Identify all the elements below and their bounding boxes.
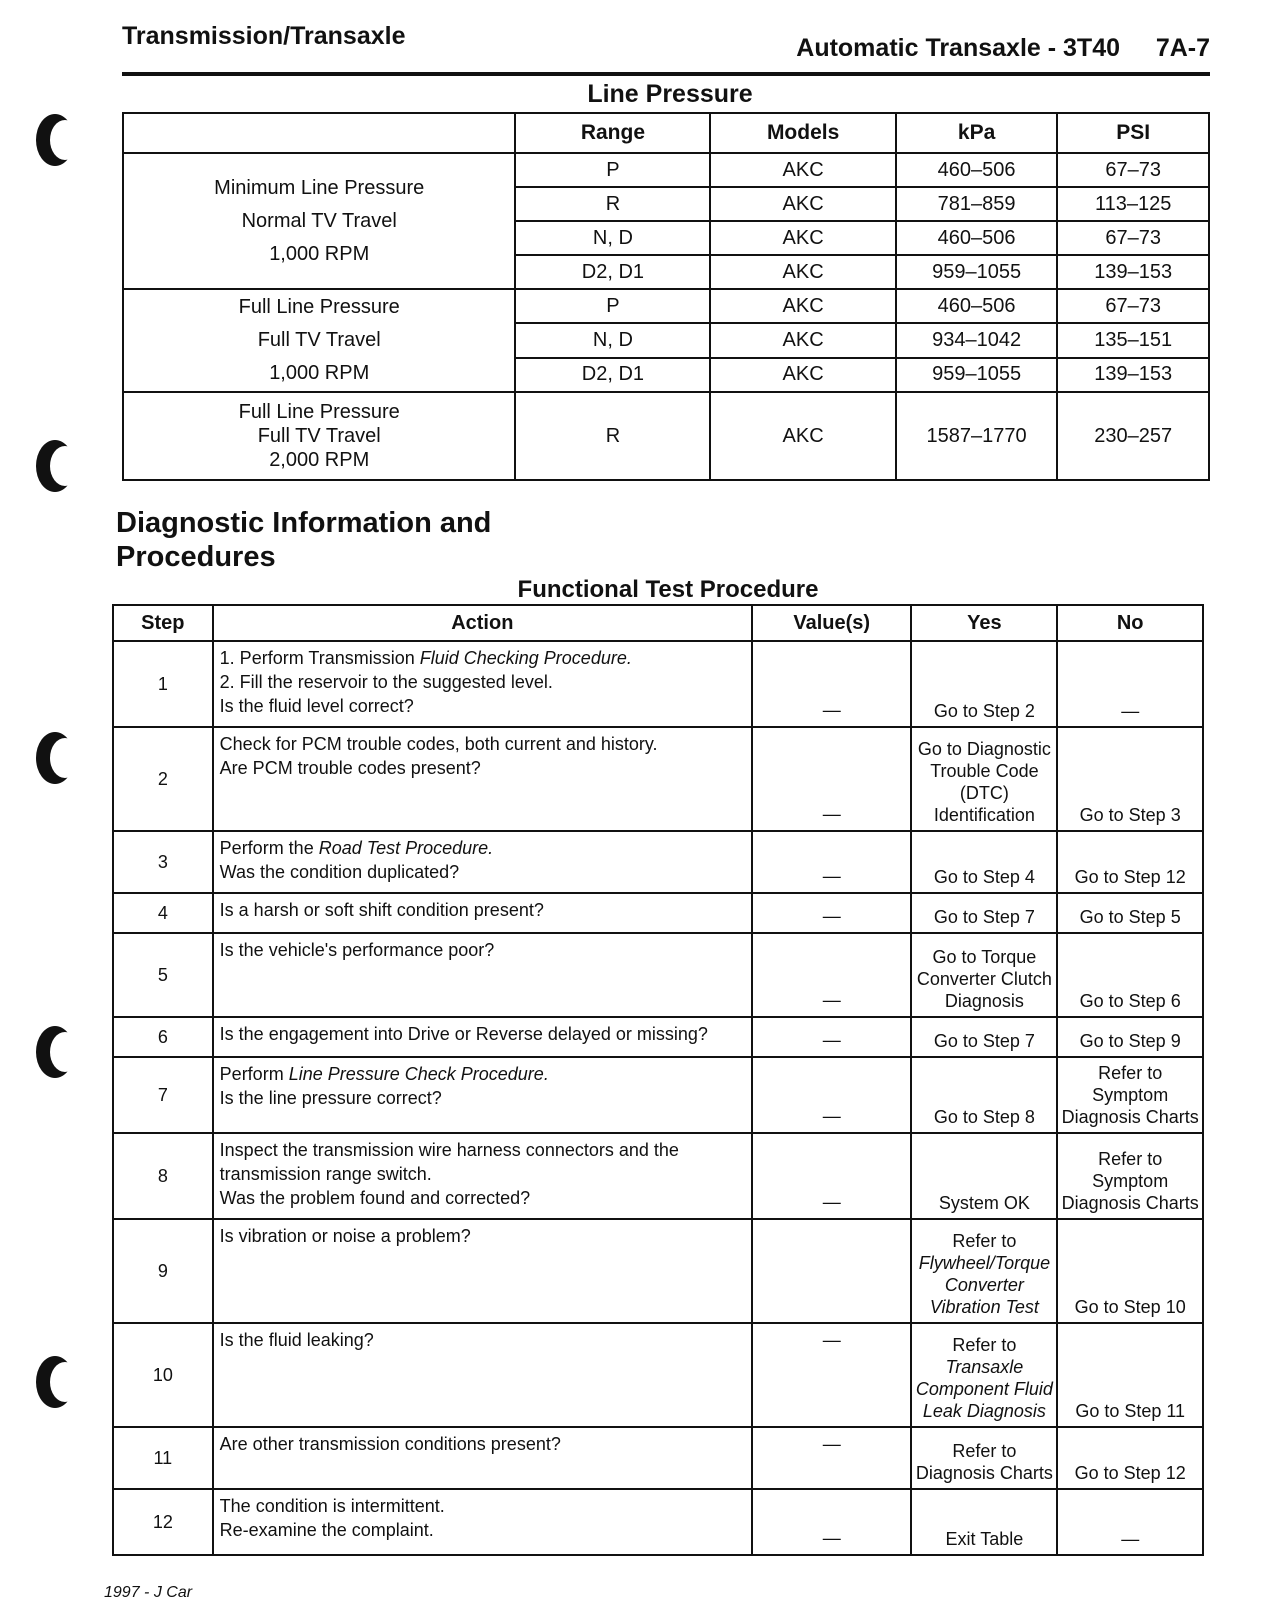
table-row: 3 Perform the Road Test Procedure. Was the condition duplicated? — Go to Step 4 Go to Step 12	[113, 831, 1203, 893]
table-row: Minimum Line Pressure Normal TV Travel 1,000 RPM P AKC 460–506 67–73	[123, 153, 1209, 187]
table-row: 5 Is the vehicle's performance poor? — Go to Torque Converter Clutch Diagnosis Go to Step 6	[113, 933, 1203, 1017]
line-pressure-table	[122, 112, 1210, 481]
table-row: Full Line Pressure Full TV Travel 1,000 RPM P AKC 460–506 67–73	[123, 289, 1209, 323]
functional-test-title: Functional Test Procedure	[517, 576, 819, 603]
table-row: D2, D1 AKC 959–1055 139–153	[123, 358, 1209, 392]
diagnostic-section-title: Diagnostic Information and Procedures	[116, 507, 492, 573]
col-header: kPa	[896, 113, 1058, 153]
table-row: 1 1. Perform Transmission Fluid Checking Procedure. 2. Fill the reservoir to the suggested level. Is the fluid level correct? — Go to Step 2 —	[113, 641, 1203, 727]
table-row: 9 Is vibration or noise a problem? Refer to Flywheel/Torque Converter Vibration Test Go to Step 10	[113, 1219, 1203, 1323]
table-row: 12 The condition is intermittent. Re-examine the complaint. — Exit Table —	[113, 1489, 1203, 1555]
binder-hole-icon	[36, 114, 74, 166]
col-header: Yes	[911, 605, 1057, 641]
col-header: PSI	[1057, 113, 1209, 153]
table-row: 7 Perform Line Pressure Check Procedure. Is the line pressure correct? — Go to Step 8 Refer to Symptom Diagnosis Charts	[113, 1057, 1203, 1133]
table-row: N, D AKC 934–1042 135–151	[123, 323, 1209, 357]
table-row: 11 Are other transmission conditions present? — Refer to Diagnosis Charts Go to Step 12	[113, 1427, 1203, 1489]
col-header: Models	[710, 113, 895, 153]
section-title: Transmission/Transaxle	[122, 22, 406, 50]
col-header: Action	[213, 605, 752, 641]
table-row: N, D AKC 460–506 67–73	[123, 221, 1209, 255]
footer-text: 1997 - J Car	[104, 1584, 193, 1601]
table-row: D2, D1 AKC 959–1055 139–153	[123, 255, 1209, 289]
page-header	[122, 18, 1210, 76]
binder-hole-icon	[36, 1356, 74, 1408]
table-row: 2 Check for PCM trouble codes, both current and history. Are PCM trouble codes present? — Go to Diagnostic Trouble Code (DTC) Identification Go to Step 3	[113, 727, 1203, 831]
binder-hole-icon	[36, 732, 74, 784]
binder-hole-icon	[36, 1026, 74, 1078]
table-row: 6 Is the engagement into Drive or Reverse delayed or missing? — Go to Step 7 Go to Step 9	[113, 1017, 1203, 1057]
table-row: 4 Is a harsh or soft shift condition present? — Go to Step 7 Go to Step 5	[113, 893, 1203, 933]
condition-cell: Full Line Pressure Full TV Travel 2,000 RPM	[123, 392, 515, 480]
col-header: Value(s)	[752, 605, 912, 641]
col-header: No	[1057, 605, 1203, 641]
col-header: Range	[515, 113, 710, 153]
table-row: 8 Inspect the transmission wire harness connectors and the transmission range switch. Was the problem found and corrected? — System OK Refer to Symptom Diagnosis Charts	[113, 1133, 1203, 1219]
table-row: R AKC 781–859 113–125	[123, 187, 1209, 221]
table-row: Full Line Pressure Full TV Travel 2,000 RPM R AKC 1587–1770 230–257	[123, 392, 1209, 480]
blank-header	[123, 113, 515, 153]
binder-hole-icon	[36, 440, 74, 492]
condition-cell: Minimum Line Pressure Normal TV Travel 1,000 RPM	[123, 153, 515, 289]
subsection-title: Automatic Transaxle - 3T40	[796, 34, 1120, 62]
table-row: 10 Is the fluid leaking? — Refer to Transaxle Component Fluid Leak Diagnosis Go to Step 11	[113, 1323, 1203, 1427]
functional-test-table	[112, 604, 1204, 1556]
line-pressure-title: Line Pressure	[587, 80, 753, 108]
page-number: 7A-7	[1155, 34, 1210, 62]
condition-cell: Full Line Pressure Full TV Travel 1,000 RPM	[123, 289, 515, 392]
col-header: Step	[113, 605, 213, 641]
